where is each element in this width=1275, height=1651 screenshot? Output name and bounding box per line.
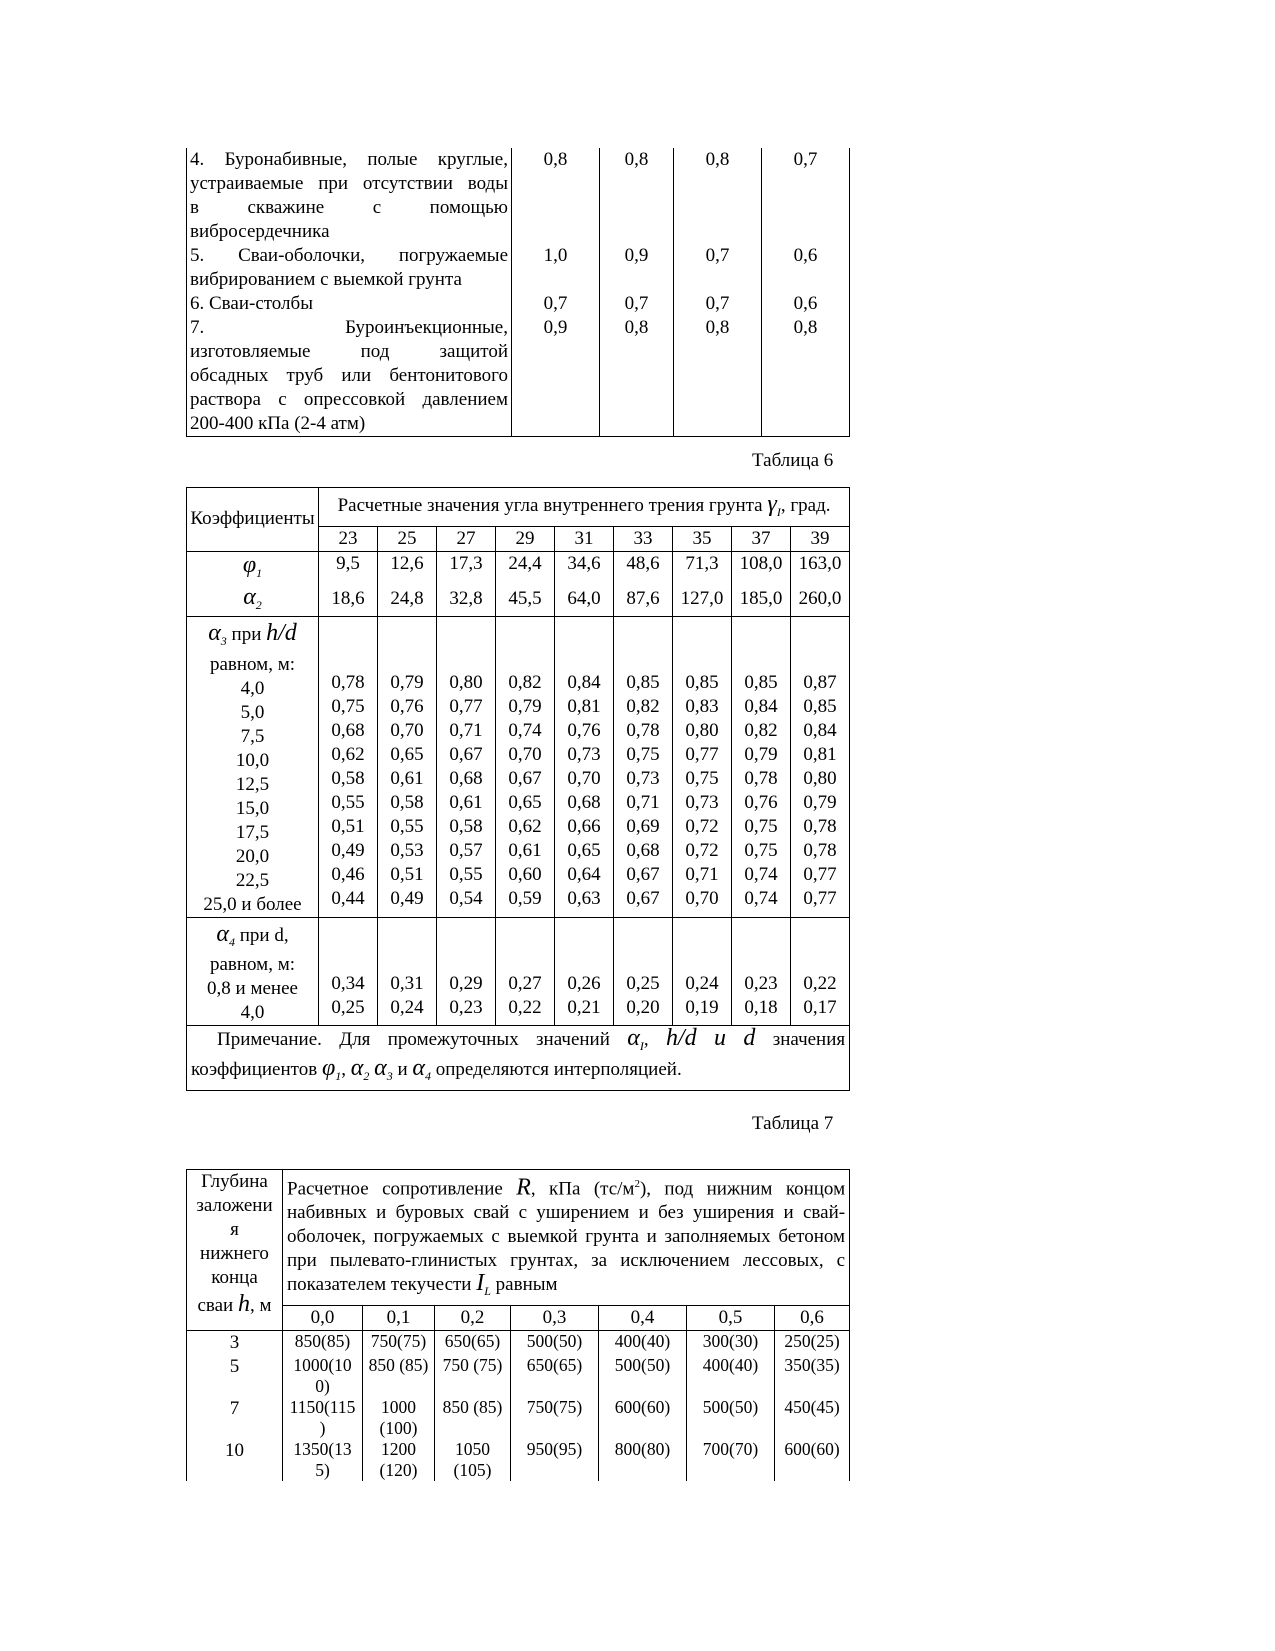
alpha3-value: 0,63 [567,887,601,909]
alpha3-value: 0,51 [390,863,424,885]
resistance-value: 1000 (100) [363,1397,435,1439]
label-line: 7. Буроинъекционные, [190,317,508,338]
phi-alpha-values [673,551,732,616]
alpha2-value: 18,6 [331,587,365,609]
depth-value: 5 [229,1356,240,1378]
alpha4-column [614,917,673,1026]
phi1-value: 34,6 [567,552,601,574]
resistance-value: 1000(10 0) [283,1355,363,1397]
angle-value: 37 [732,526,791,551]
resistance-value: 750(75) [363,1331,435,1356]
alpha3-value: 0,57 [449,839,483,861]
table5-row [187,316,850,437]
alpha3-value: 0,67 [449,743,483,765]
label-line: вибрированием с выемкой грунта [190,269,462,290]
alpha4-column [319,917,378,1026]
table7-row [187,1331,850,1356]
resistance-value: 650(65) [435,1331,511,1356]
table5-value: 1,0 [512,244,600,292]
resistance-value: 300(30) [687,1331,775,1356]
alpha2-value: 127,0 [680,587,724,609]
angle-header: Расчетные значения угла внутреннего трения грунта $\gamma_I$, град. [319,488,850,527]
alpha3-value: 0,85 [685,671,719,693]
alpha3-value: 0,49 [331,839,365,861]
alpha3-value: 0,44 [331,887,365,909]
phi-alpha-values [614,551,673,616]
table5-value: 0,7 [762,148,850,244]
alpha4-value: 0,24 [390,996,424,1018]
phi-alpha-values [437,551,496,616]
alpha2-symbol: α [243,583,256,610]
alpha2-value: 32,8 [449,587,483,609]
resistance-value: 800(80) [599,1439,687,1481]
coef-header: Коэффициенты [190,508,315,530]
alpha3-value: 0,80 [803,767,837,789]
label-line: 4. Буронабивные, полые круглые, [190,149,508,170]
alpha3-value: 0,64 [567,863,601,885]
resistance-value: 250(25) [775,1331,850,1356]
resistance-value: 600(60) [599,1397,687,1439]
alpha3-value: 0,79 [508,695,542,717]
resistance-value: 1150(115 ) [283,1397,363,1439]
alpha4-d-label: 0,8 и менее [207,978,298,1000]
alpha3-value: 0,78 [803,839,837,861]
alpha3-value: 0,68 [331,719,365,741]
resistance-value: 500(50) [687,1397,775,1439]
alpha4-labels: $\alpha_4$ при d, равном, м: 0,8 и менее 4,0 [187,917,319,1026]
alpha3-hd-label: 15,0 [235,797,270,819]
table5-row-label [187,316,512,437]
table7-caption: Таблица 7 [752,1113,834,1134]
alpha3-value: 0,75 [744,815,778,837]
table7-row [187,1355,850,1397]
alpha3-value: 0,75 [626,743,660,765]
resistance-value: 850(85) [283,1331,363,1356]
alpha3-value: 0,70 [390,719,424,741]
alpha4-value: 0,29 [449,972,483,994]
phi1-value: 12,6 [390,552,424,574]
alpha3-value: 0,75 [685,767,719,789]
table7 [186,1169,850,1481]
angle-value: 27 [437,526,496,551]
alpha3-value: 0,85 [626,671,660,693]
alpha3-hd-label: 12,5 [235,773,270,795]
alpha4-value: 0,22 [803,972,837,994]
phi1-value: 24,4 [508,552,542,574]
phi1-value: 108,0 [739,552,783,574]
alpha3-value: 0,79 [390,671,424,693]
alpha3-value: 0,78 [626,719,660,741]
alpha3-value: 0,46 [331,863,365,885]
resistance-value: 350(35) [775,1355,850,1397]
depth-header-line: Глубина [201,1171,268,1192]
alpha2-value: 64,0 [567,587,601,609]
table5-row-label [187,292,512,316]
alpha3-value: 0,70 [685,887,719,909]
alpha3-value: 0,72 [685,815,719,837]
table5-value: 0,6 [762,244,850,292]
alpha3-column [555,616,614,917]
il-value: 0,6 [775,1306,850,1331]
alpha3-value: 0,73 [626,767,660,789]
alpha4-value: 0,26 [567,972,601,994]
alpha3-value: 0,71 [449,719,483,741]
alpha4-column [732,917,791,1026]
depth-value: 3 [187,1331,283,1356]
table5-value: 0,8 [600,148,674,244]
resistance-value: 600(60) [775,1439,850,1481]
label-line: устраиваемые при отсутствии воды [190,173,508,194]
table5-row-label [187,244,512,292]
resistance-value: 850 (85) [363,1355,435,1397]
resistance-value: 700(70) [687,1439,775,1481]
alpha3-value: 0,81 [567,695,601,717]
alpha3-value: 0,77 [685,743,719,765]
alpha3-value: 0,84 [744,695,778,717]
table5-continuation [186,148,850,437]
alpha3-value: 0,81 [803,743,837,765]
alpha3-value: 0,78 [744,767,778,789]
il-value: 0,5 [687,1306,775,1331]
alpha3-value: 0,69 [626,815,660,837]
alpha3-value: 0,62 [508,815,542,837]
resistance-value: 950(95) [511,1439,599,1481]
alpha3-value: 0,77 [803,887,837,909]
resistance-value: 1050 (105) [435,1439,511,1481]
alpha3-hd-label: 10,0 [235,749,270,771]
alpha3-value: 0,61 [508,839,542,861]
alpha3-value: 0,70 [567,767,601,789]
alpha3-value: 0,70 [508,743,542,765]
alpha4-column [496,917,555,1026]
phi1-value: 163,0 [798,552,842,574]
il-value: 0,1 [363,1306,435,1331]
depth-header-line: нижнего [200,1243,269,1264]
alpha3-value: 0,67 [508,767,542,789]
resistance-value: 1350(13 5) [283,1439,363,1481]
alpha4-value: 0,25 [626,972,660,994]
alpha3-hd-label: 5,0 [240,701,265,723]
depth-header: Глубина заложени я нижнего конца сваи h, м [187,1170,283,1331]
alpha3-value: 0,76 [744,791,778,813]
resistance-value: 1200 (120) [363,1439,435,1481]
angle-value: 31 [555,526,614,551]
resistance-value: 500(50) [511,1331,599,1356]
alpha3-value: 0,76 [390,695,424,717]
alpha3-column [496,616,555,917]
alpha3-value: 0,72 [685,839,719,861]
alpha3-value: 0,77 [803,863,837,885]
alpha3-value: 0,73 [685,791,719,813]
il-value: 0,3 [511,1306,599,1331]
alpha2-value: 87,6 [626,587,660,609]
table5-value: 0,8 [674,148,762,244]
table5-value: 0,7 [600,292,674,316]
resistance-value: 400(40) [687,1355,775,1397]
alpha3-value: 0,67 [626,863,660,885]
alpha4-column [437,917,496,1026]
alpha4-value: 0,18 [744,996,778,1018]
alpha3-value: 0,58 [449,815,483,837]
alpha3-value: 0,85 [744,671,778,693]
phi1-symbol: φ [242,551,257,578]
table5-value: 0,7 [674,292,762,316]
label-line: в скважине с помощью [190,197,508,218]
alpha3-value: 0,74 [744,863,778,885]
table6-note: Примечание. Для промежуточных значений $\alpha_I$, h/d и d значения коэффициентов $\varphi_1$, $\alpha_2$ $\alpha_3$ и $\alpha_4$ определяются интерполяцией. [187,1026,850,1091]
alpha3-value: 0,53 [390,839,424,861]
alpha3-value: 0,78 [331,671,365,693]
alpha3-value: 0,67 [626,887,660,909]
alpha3-value: 0,75 [331,695,365,717]
alpha3-value: 0,68 [449,767,483,789]
alpha3-value: 0,51 [331,815,365,837]
il-value: 0,4 [599,1306,687,1331]
alpha3-value: 0,54 [449,887,483,909]
alpha3-value: 0,82 [744,719,778,741]
table5-row-label [187,148,512,244]
alpha3-value: 0,66 [567,815,601,837]
resistance-value: 850 (85) [435,1397,511,1439]
alpha3-column [673,616,732,917]
alpha4-value: 0,25 [331,996,365,1018]
alpha3-value: 0,60 [508,863,542,885]
alpha4-column [555,917,614,1026]
alpha2-value: 24,8 [390,587,424,609]
alpha3-value: 0,80 [685,719,719,741]
alpha4-value: 0,23 [744,972,778,994]
alpha3-value: 0,62 [331,743,365,765]
table5-row [187,292,850,316]
alpha3-value: 0,80 [449,671,483,693]
phi-alpha-values [791,551,850,616]
alpha3-value: 0,82 [508,671,542,693]
alpha4-column [673,917,732,1026]
phi1-value: 17,3 [449,552,483,574]
alpha4-value: 0,24 [685,972,719,994]
alpha4-value: 0,17 [803,996,837,1018]
phi-alpha-values [496,551,555,616]
angle-value: 35 [673,526,732,551]
label-line: раствора с опрессовкой давлением [190,389,508,410]
table5-value: 0,9 [600,244,674,292]
alpha3-value: 0,84 [567,671,601,693]
alpha3-column [732,616,791,917]
alpha4-value: 0,34 [331,972,365,994]
alpha3-column [791,616,850,917]
alpha3-labels: $\alpha_3$ при h/d равном, м: 4,0 5,0 7,5 10,0 12,5 15,0 17,5 20,0 22,5 25,0 и более [187,616,319,917]
table5-value: 0,7 [512,292,600,316]
label-line: вибросердечника [190,221,330,242]
table5-value: 0,8 [512,148,600,244]
alpha3-value: 0,83 [685,695,719,717]
alpha3-value: 0,85 [803,695,837,717]
depth-header-line: конца [211,1267,258,1288]
alpha3-value: 0,79 [744,743,778,765]
alpha2-value: 260,0 [798,587,842,609]
angle-value: 33 [614,526,673,551]
angle-value: 29 [496,526,555,551]
alpha3-hd-label: 17,5 [235,821,270,843]
table5-value: 0,8 [674,316,762,437]
alpha3-value: 0,55 [331,791,365,813]
alpha3-value: 0,74 [744,887,778,909]
alpha3-value: 0,55 [449,863,483,885]
angle-value: 39 [791,526,850,551]
alpha3-value: 0,71 [685,863,719,885]
alpha2-value: 185,0 [739,587,783,609]
il-value: 0,0 [283,1306,363,1331]
label-line: 6. Сваи-столбы [190,293,313,314]
alpha4-value: 0,20 [626,996,660,1018]
angle-value: 23 [319,526,378,551]
table5-value: 0,6 [762,292,850,316]
alpha3-hd-label: 25,0 и более [203,893,302,915]
resistance-value: 500(50) [599,1355,687,1397]
phi-alpha-labels: $\varphi_1$ $\alpha_2$ [187,551,319,616]
table7-row [187,1439,850,1481]
phi-alpha-values [732,551,791,616]
label-line: 200-400 кПа (2-4 атм) [190,413,366,434]
alpha3-value: 0,58 [331,767,365,789]
table5-row [187,244,850,292]
resistance-value: 400(40) [599,1331,687,1356]
alpha3-value: 0,68 [567,791,601,813]
alpha3-value: 0,61 [390,767,424,789]
table6 [186,487,850,1091]
alpha3-value: 0,79 [803,791,837,813]
phi1-value: 71,3 [685,552,719,574]
alpha3-value: 0,84 [803,719,837,741]
phi1-value: 48,6 [626,552,660,574]
alpha3-value: 0,59 [508,887,542,909]
alpha3-column [614,616,673,917]
resistance-value: 750 (75) [435,1355,511,1397]
phi-alpha-values [378,551,437,616]
resistance-value: 450(45) [775,1397,850,1439]
alpha3-value: 0,74 [508,719,542,741]
alpha3-value: 0,73 [567,743,601,765]
label-line: обсадных труб или бентонитового [190,365,508,386]
alpha3-hd-label: 4,0 [240,677,265,699]
alpha3-value: 0,65 [508,791,542,813]
alpha4-value: 0,19 [685,996,719,1018]
alpha3-value: 0,58 [390,791,424,813]
label-line: изготовляемые под защитой [190,341,508,362]
alpha3-column [319,616,378,917]
alpha3-value: 0,78 [803,815,837,837]
depth-value: 10 [225,1440,244,1462]
alpha3-hd-label: 7,5 [240,725,265,747]
alpha3-value: 0,49 [390,887,424,909]
alpha3-value: 0,68 [626,839,660,861]
resistance-header: Расчетное сопротивление R, кПа $(тс/м^2)$, под нижним концом набивных и буровых свай с уширением и без уширения и свай-оболочек, погружаемых с выемкой грунта и заполняемых бетоном при пылевато-глинистых грунтах, за исключением лессовых, с показателем текучести $I_L$ равным [283,1170,850,1306]
alpha3-value: 0,82 [626,695,660,717]
table5-value: 0,8 [762,316,850,437]
alpha3-value: 0,71 [626,791,660,813]
alpha4-column [378,917,437,1026]
alpha3-value: 0,77 [449,695,483,717]
alpha3-column [378,616,437,917]
alpha3-value: 0,61 [449,791,483,813]
alpha4-column [791,917,850,1026]
alpha4-value: 0,21 [567,996,601,1018]
label-line: 5. Сваи-оболочки, погружаемые [190,245,508,266]
alpha3-value: 0,75 [744,839,778,861]
alpha3-value: 0,55 [390,815,424,837]
alpha3-hd-label: 22,5 [235,869,270,891]
table5-value: 0,7 [674,244,762,292]
alpha4-value: 0,23 [449,996,483,1018]
angle-value: 25 [378,526,437,551]
phi1-value: 9,5 [336,552,360,574]
alpha3-column [437,616,496,917]
alpha4-d-label: 4,0 [240,1002,265,1024]
depth-header-line: заложени [196,1195,273,1216]
alpha3-value: 0,76 [567,719,601,741]
table6-caption: Таблица 6 [752,450,834,471]
phi-alpha-values [555,551,614,616]
table5-value: 0,9 [512,316,600,437]
table7-row [187,1397,850,1439]
resistance-value: 750(75) [511,1397,599,1439]
alpha3-value: 0,65 [390,743,424,765]
phi-alpha-values [319,551,378,616]
depth-value: 7 [229,1398,240,1420]
alpha4-value: 0,22 [508,996,542,1018]
alpha3-value: 0,87 [803,671,837,693]
alpha2-value: 45,5 [508,587,542,609]
alpha4-value: 0,31 [390,972,424,994]
table5-value: 0,8 [600,316,674,437]
table5-row [187,148,850,244]
resistance-value: 650(65) [511,1355,599,1397]
alpha3-value: 0,65 [567,839,601,861]
depth-header-line: я [230,1219,239,1240]
il-value: 0,2 [435,1306,511,1331]
alpha3-hd-label: 20,0 [235,845,270,867]
alpha4-value: 0,27 [508,972,542,994]
